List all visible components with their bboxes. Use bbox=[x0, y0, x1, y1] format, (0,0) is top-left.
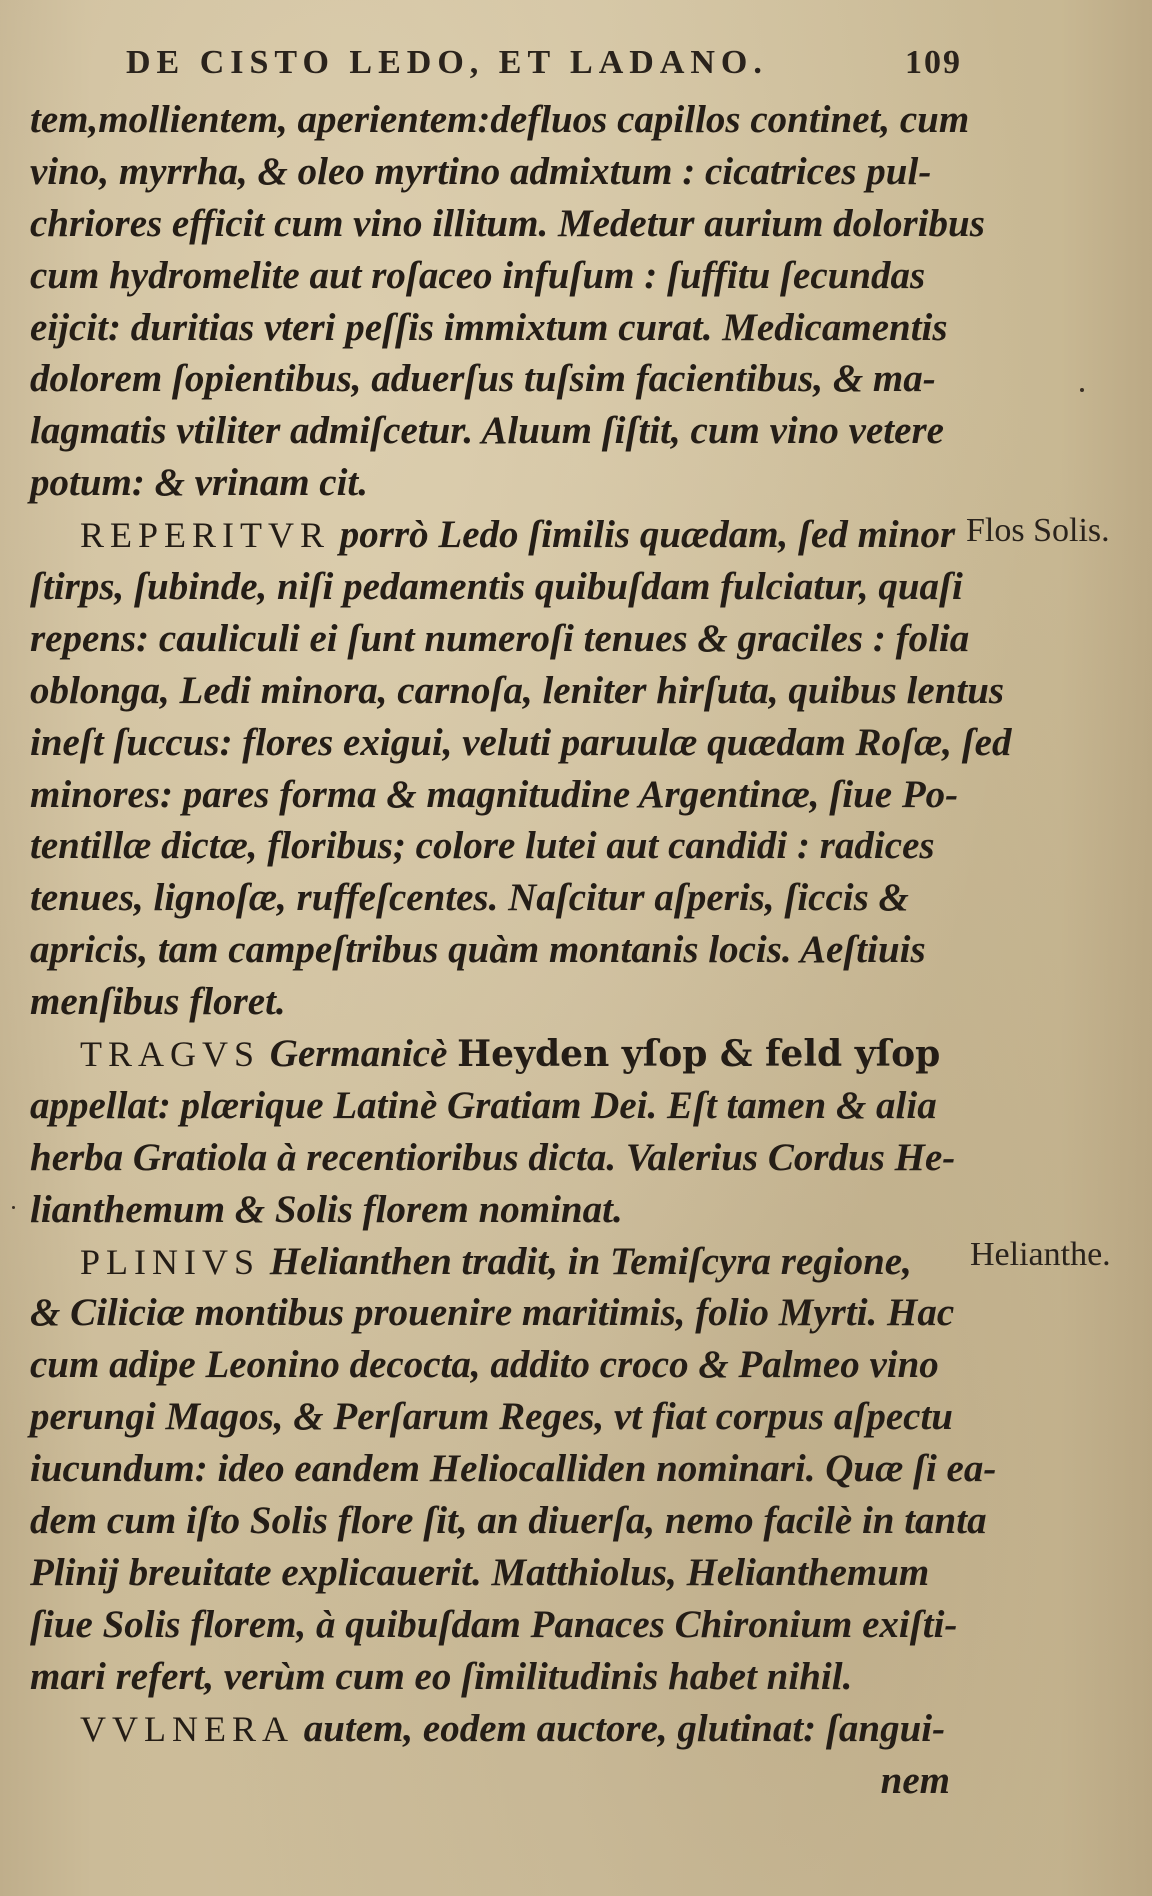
body-text bbox=[30, 94, 1012, 1806]
text-line: Plinij breuitate explicauerit. Matthiolus, Helianthemum bbox=[30, 1550, 930, 1594]
paragraph-start: PLINIVS Helianthen tradit, in Temiſcyra regione, bbox=[80, 1239, 912, 1283]
text-line: lagmatis vtiliter admiſcetur. Aluum ſiſtit, cum vino vetere bbox=[30, 409, 944, 453]
text-line: vino, myrrha, & oleo myrtino admixtum : cicatrices pul- bbox=[30, 149, 932, 193]
ink-speck bbox=[1080, 388, 1084, 392]
paragraph-start: REPERITVR porrò Ledo ſimilis quædam, ſed minor bbox=[80, 513, 956, 557]
text-line: dem cum iſto Solis flore ſit, an diuerſa, nemo facilè in tanta bbox=[30, 1499, 987, 1543]
paragraph-start: TRAGVS Germanicè Heyden yſop & feld yſop bbox=[80, 1032, 941, 1076]
text-line: ſiue Solis florem, à quibuſdam Panaces Chironium exiſti- bbox=[30, 1602, 958, 1646]
text-line: & Ciliciæ montibus prouenire maritimis, folio Myrti. Hac bbox=[30, 1291, 955, 1335]
small-caps-lead: PLINIVS bbox=[80, 1241, 261, 1282]
page-number: 109 bbox=[905, 44, 962, 81]
text-line: cum hydromelite aut roſaceo infuſum : ſuffitu ſecundas bbox=[30, 253, 926, 297]
blackletter-text: Heyden yſop & feld yſop bbox=[457, 1033, 941, 1076]
margin-note-flos-solis: Flos Solis. bbox=[966, 512, 1110, 549]
small-caps-lead: TRAGVS bbox=[80, 1034, 261, 1075]
text-line: minores: pares forma & magnitudine Argentinæ, ſiue Po- bbox=[30, 772, 959, 816]
text-line: lianthemum & Solis florem nominat. bbox=[30, 1187, 623, 1231]
text-line: iucundum: ideo eandem Heliocalliden nominari. Quæ ſi ea- bbox=[30, 1447, 997, 1491]
text-line: cum adipe Leonino decocta, addito croco & Palmeo vino bbox=[30, 1343, 939, 1387]
text-line: eijcit: duritias vteri peſſis immixtum curat. Medicamentis bbox=[30, 305, 948, 349]
small-caps-lead: REPERITVR bbox=[80, 515, 331, 556]
text-line: chriores efficit cum vino illitum. Medetur aurium doloribus bbox=[30, 201, 985, 245]
text-line: tem,mollientem, aperientem:defluos capillos continet, cum bbox=[30, 98, 970, 141]
text-line: ineſt ſuccus: flores exigui, veluti paruulæ quædam Roſæ, ſed bbox=[30, 720, 1012, 764]
text-line: ſtirps, ſubinde, niſi pedamentis quibuſdam fulciatur, quaſi bbox=[30, 565, 963, 609]
catchword: nem bbox=[880, 1758, 950, 1802]
text-line: perungi Magos, & Perſarum Reges, vt fiat corpus aſpectu bbox=[30, 1395, 953, 1439]
text-line: repens: cauliculi ei ſunt numeroſi tenues & graciles : folia bbox=[30, 616, 970, 660]
ink-speck bbox=[12, 1206, 15, 1209]
margin-note-helianthe: Helianthe. bbox=[970, 1236, 1111, 1273]
text-line: tentillæ dictæ, floribus; colore lutei aut candidi : radices bbox=[30, 824, 935, 868]
text-line: dolorem ſopientibus, aduerſus tuſsim facientibus, & ma- bbox=[30, 357, 936, 401]
text-line: oblonga, Ledi minora, carnoſa, leniter hirſuta, quibus lentus bbox=[30, 668, 1005, 712]
running-header bbox=[126, 44, 962, 92]
text-line: tenues, lignoſæ, ruffeſcentes. Naſcitur aſperis, ſiccis & bbox=[30, 876, 909, 920]
paragraph-start: VVLNERA autem, eodem auctore, glutinat: ſangui- bbox=[80, 1706, 946, 1750]
small-caps-lead: VVLNERA bbox=[80, 1708, 294, 1749]
text-line: appellat: plærique Latinè Gratiam Dei. Eſt tamen & alia bbox=[30, 1083, 937, 1127]
text-line: herba Gratiola à recentioribus dicta. Valerius Cordus He- bbox=[30, 1135, 956, 1179]
text-line: apricis, tam campeſtribus quàm montanis locis. Aeſtiuis bbox=[30, 928, 926, 972]
text-line: potum: & vrinam cit. bbox=[30, 461, 369, 505]
text-line: menſibus floret. bbox=[30, 980, 286, 1024]
running-title: DE CISTO LEDO, ET LADANO. bbox=[126, 44, 768, 81]
text-line: mari refert, verùm cum eo ſimilitudinis habet nihil. bbox=[30, 1654, 853, 1698]
